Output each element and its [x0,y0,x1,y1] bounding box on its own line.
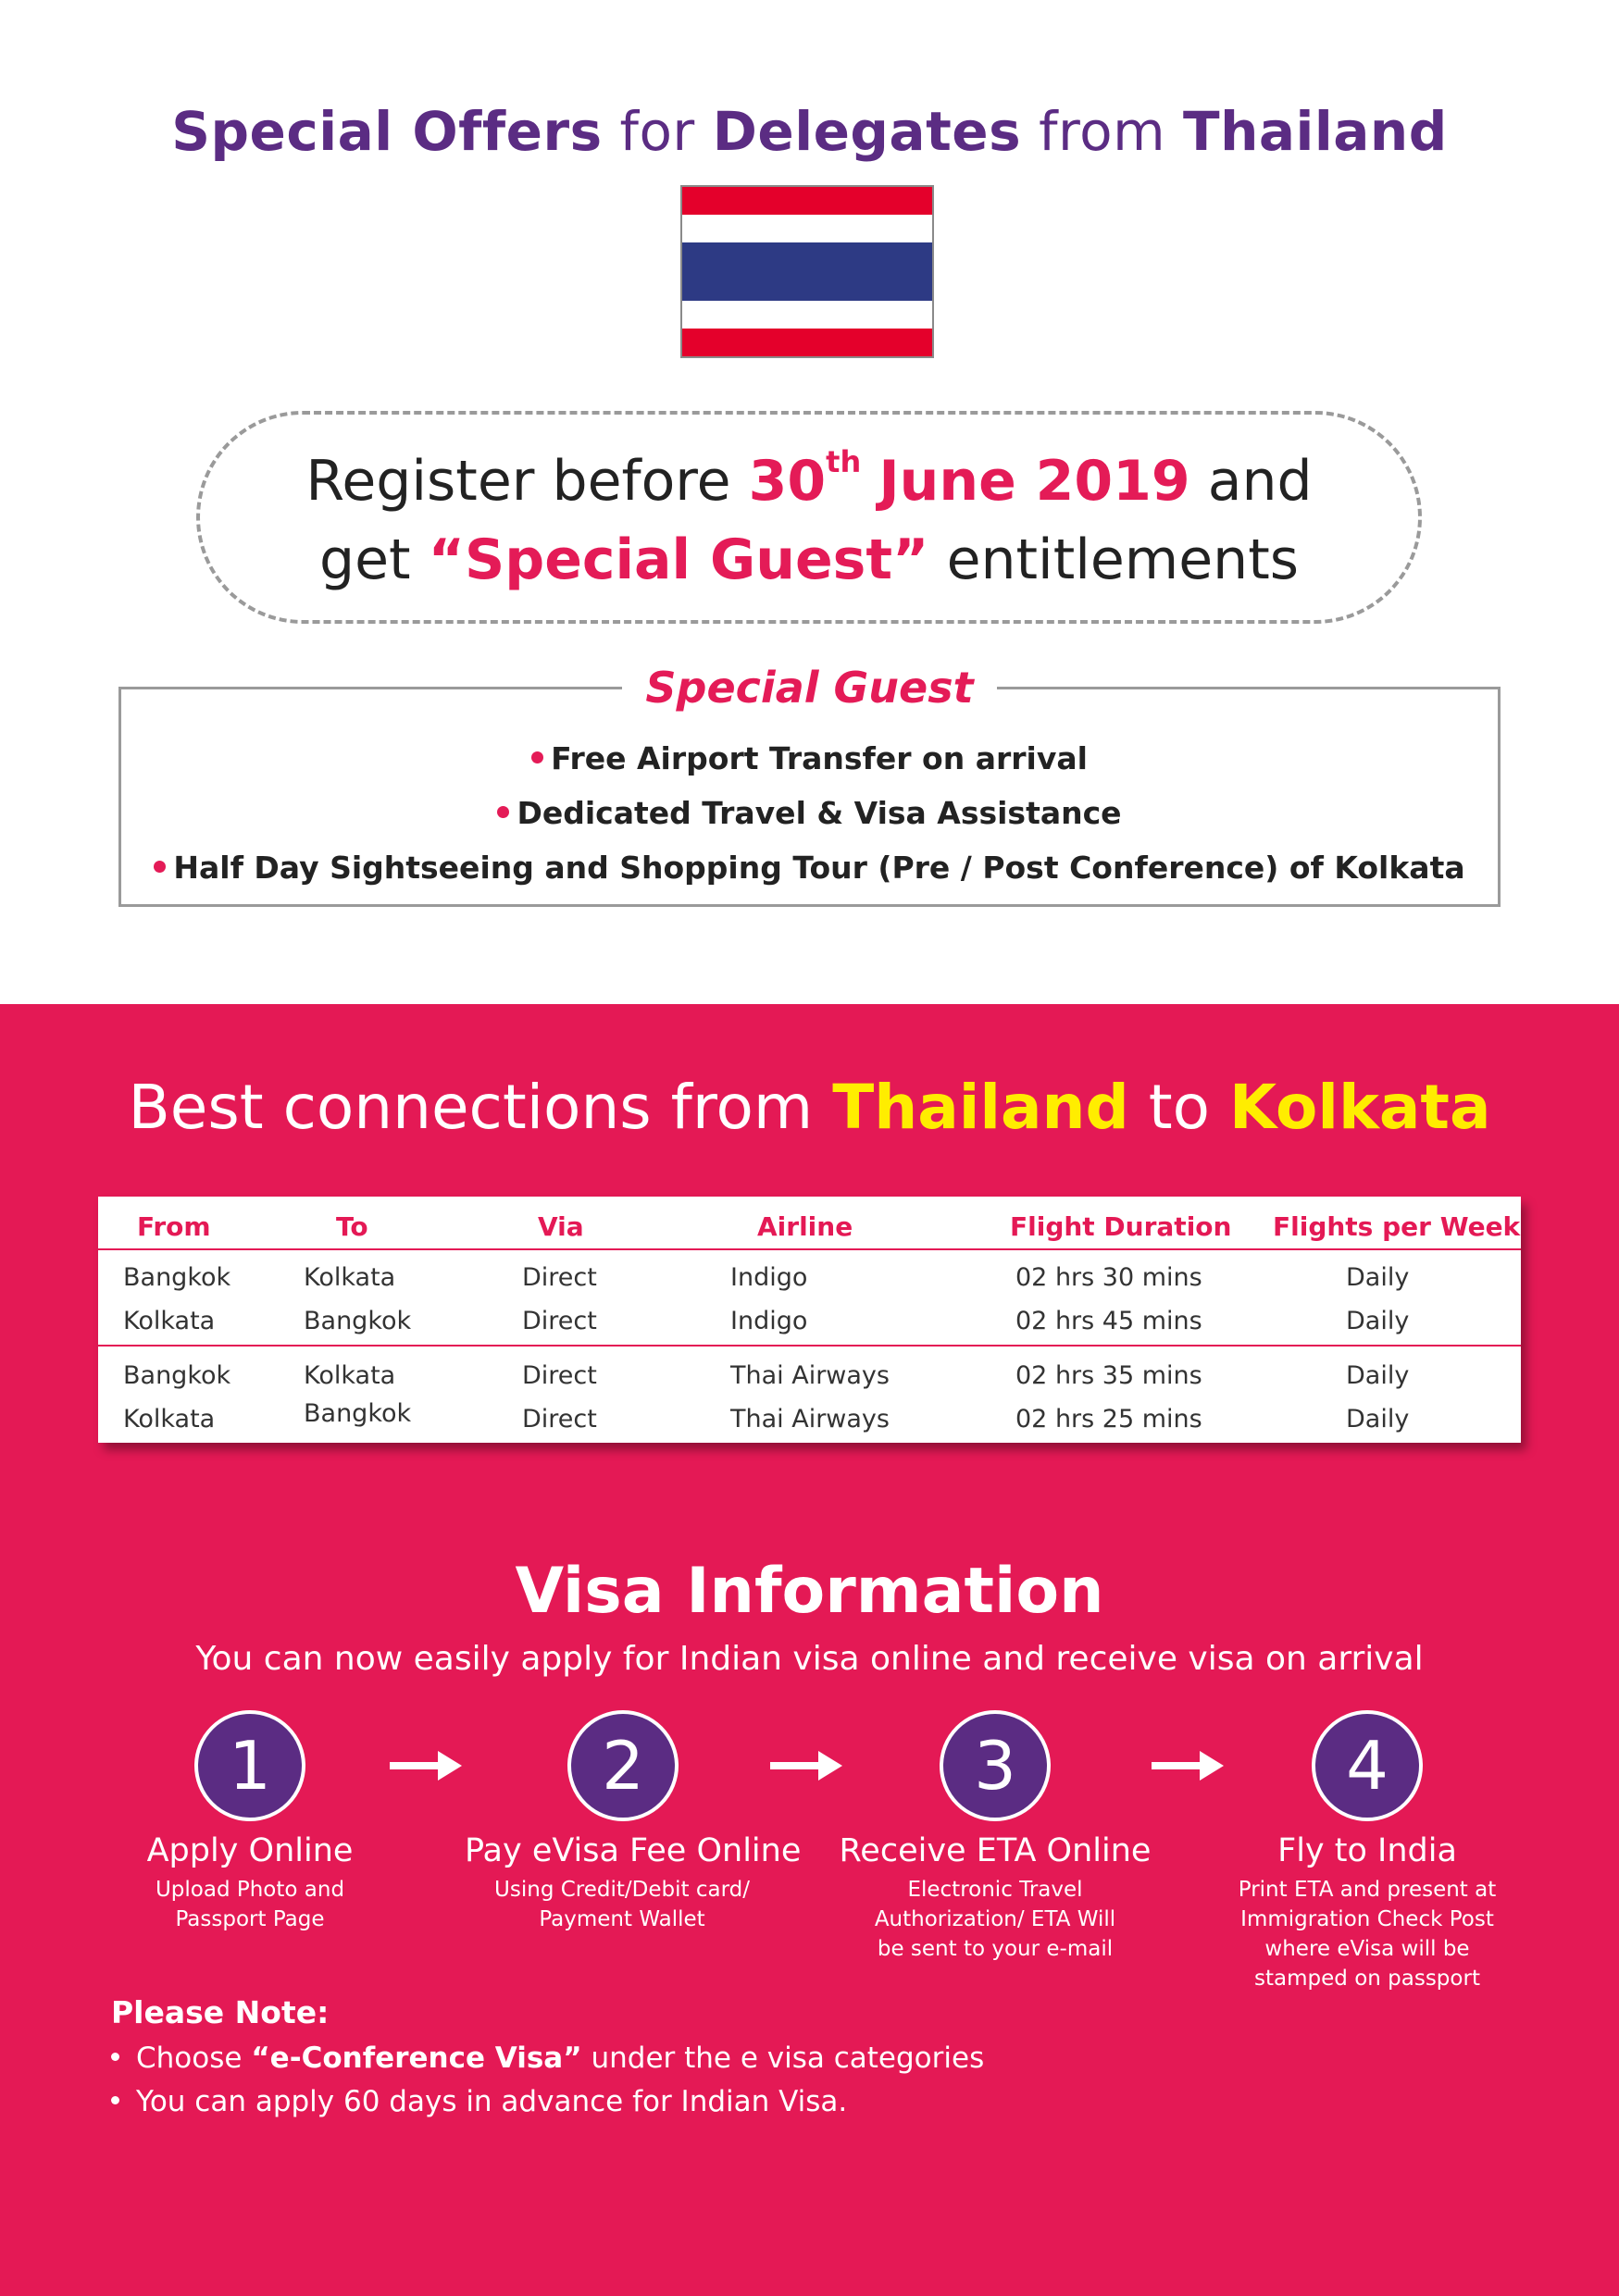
step-4-description: Print ETA and present at Immigration Check Post where eVisa will be stamped on passport [1238,1878,1497,1991]
column-header-via: Via [538,1211,584,1242]
visa-category-highlight: “e-Conference Visa” [251,2042,582,2075]
table-cell: Direct [522,1307,597,1335]
table-cell: Direct [522,1263,597,1292]
step-3-description: Electronic Travel Authorization/ ETA Will be sent to your e-mail [874,1878,1116,1961]
register-day-suffix: th [826,444,862,479]
table-cell: Kolkata [304,1361,396,1390]
title-word: from [1039,100,1166,163]
connections-origin: Thailand [832,1072,1129,1143]
step-2-title: Pay eVisa Fee Online [465,1832,802,1869]
table-cell: 02 hrs 35 mins [1015,1361,1202,1390]
arrow-right-icon [770,1747,844,1784]
step-4-number: 4 [1312,1710,1423,1821]
table-cell: Thai Airways [730,1361,890,1390]
table-cell: Thai Airways [730,1405,890,1433]
list-item: Dedicated Travel & Visa Assistance [118,786,1501,840]
table-cell: Daily [1346,1361,1410,1390]
arrow-right-icon [390,1747,464,1784]
table-cell: Daily [1346,1405,1410,1433]
register-line-2 [196,527,1422,592]
step-2-number: 2 [567,1710,679,1821]
special-guest-list [118,731,1501,895]
special-guest-heading: Special Guest [645,663,974,713]
row-divider [98,1345,1521,1347]
bullet-icon [111,2096,119,2104]
list-item: Free Airport Transfer on arrival [118,731,1501,786]
register-month: June 2019 [878,449,1190,514]
table-cell: Direct [522,1405,597,1433]
table-cell: Daily [1346,1307,1410,1335]
title-word: Delegates [712,100,1022,163]
table-cell: Kolkata [123,1405,216,1433]
flag-stripe [682,301,932,329]
visa-subtitle: You can now easily apply for Indian visa online and receive visa on arrival [195,1640,1424,1678]
table-cell: 02 hrs 45 mins [1015,1307,1202,1335]
column-header-frequency: Flights per Week [1273,1211,1521,1242]
bullet-icon [531,751,543,763]
table-cell: 02 hrs 25 mins [1015,1405,1202,1433]
column-header-airline: Airline [757,1211,853,1242]
connections-title-text: to [1148,1072,1211,1143]
register-line-1 [196,444,1422,514]
special-guest-heading-wrap [622,660,997,715]
bullet-icon [111,2053,119,2061]
flag-stripe [682,215,932,242]
column-header-from: From [137,1211,211,1242]
thailand-flag [680,185,934,358]
flag-stripe [682,242,932,300]
table-cell: Bangkok [123,1263,231,1292]
connections-destination: Kolkata [1229,1072,1491,1143]
table-cell: Bangkok [304,1307,412,1335]
step-1-title: Apply Online [146,1832,354,1869]
table-cell: Direct [522,1361,597,1390]
note-item: You can apply 60 days in advance for Indian Visa. [111,2085,847,2118]
flag-stripe [682,329,932,356]
table-cell: Bangkok [304,1399,412,1428]
connections-title-text: Best connections from [128,1072,814,1143]
title-word: Special Offers [171,100,603,163]
column-header-duration: Flight Duration [1010,1211,1232,1242]
step-1-number: 1 [194,1710,305,1821]
table-cell: Kolkata [304,1263,396,1292]
column-header-to: To [336,1211,368,1242]
step-2-description: Using Credit/Debit card/ Payment Wallet [494,1878,750,1931]
step-1-description: Upload Photo and Passport Page [155,1878,345,1931]
step-3-title: Receive ETA Online [839,1832,1152,1869]
register-day: 30 [748,449,827,514]
table-cell: Indigo [730,1307,808,1335]
title-word: Thailand [1183,100,1448,163]
bullet-icon [154,861,166,873]
register-highlight: “Special Guest” [428,527,929,592]
flights-table [98,1197,1521,1443]
flag-stripe [682,187,932,215]
page-title [0,100,1619,163]
register-text: and [1207,449,1313,514]
note-item: Choose “e-Conference Visa” under the e visa categories [111,2042,984,2075]
bullet-icon [497,806,509,818]
visa-title: Visa Information [515,1555,1104,1628]
table-cell: Indigo [730,1263,808,1292]
register-text: get [319,527,411,592]
step-3-number: 3 [940,1710,1051,1821]
table-cell: Daily [1346,1263,1410,1292]
note-heading: Please Note: [111,1994,330,2030]
list-item: Half Day Sightseeing and Shopping Tour (Pre / Post Conference) of Kolkata [118,840,1501,895]
table-cell: Kolkata [123,1307,216,1335]
step-4-title: Fly to India [1277,1832,1457,1869]
register-text: Register before [305,449,731,514]
table-cell: 02 hrs 30 mins [1015,1263,1202,1292]
arrow-right-icon [1152,1747,1226,1784]
title-word: for [619,100,695,163]
table-cell: Bangkok [123,1361,231,1390]
register-text: entitlements [946,527,1299,592]
connections-title [0,1072,1619,1143]
table-header [98,1197,1521,1250]
